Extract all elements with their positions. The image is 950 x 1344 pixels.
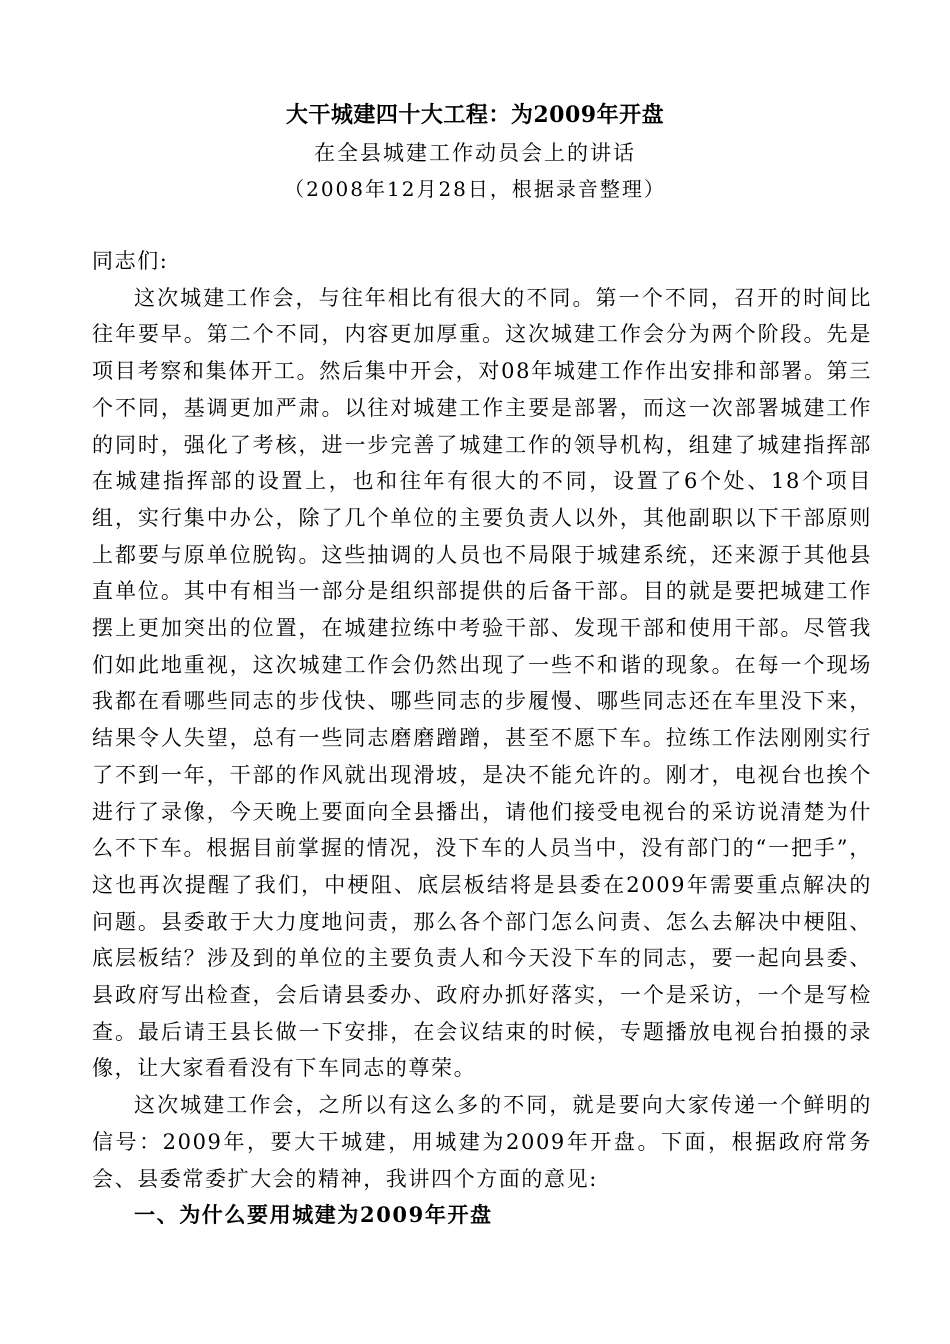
document-title: 大干城建四十大工程：为2009年开盘 xyxy=(285,102,665,128)
paragraph-2: 这次城建工作会，之所以有这么多的不同，就是要向大家传递一个鲜明的信号：2009年，要大干城建，用城建为2009年开盘。下面，根据政府常务会、县委常委扩大会的精神，我讲四个方面的意见: xyxy=(92,1093,872,1191)
paragraph-1: 这次城建工作会，与往年相比有很大的不同。第一个不同，召开的时间比往年要早。第二个不同，内容更加厚重。这次城建工作会分为两个阶段。先是项目考察和集体开工。然后集中开会，对08年城建工作作出安排和部署。第三个不同，基调更加严肃。以往对城建工作主要是部署，而这一次部署城建工作的同时，强化了考核，进一步完善了城建工作的领导机构，组建了城建指挥部在城建指挥部的设置上，也和往年有很大的不同，设置了6个处、18个项目组，实行集中办公，除了几个单位的主要负责人以外，其他副职以下干部原则上都要与原单位脱钩。这些抽调的人员也不局限于城建系统，还来源于其他县直单位。其中有相当一部分是组织部提供的后备干部。目的就是要把城建工作摆上更加突出的位置，在城建拉练中考验干部、发现干部和使用干部。尽管我们如此地重视，这次城建工作会仍然出现了一些不和谐的现象。在每一个现场我都在看哪些同志的步伐快、哪些同志的步履慢、哪些同志还在车里没下来，结果令人失望，总有一些同志磨磨蹭蹭，甚至不愿下车。拉练工作法刚刚实行了不到一年，干部的作风就出现滑坡，是决不能允许的。刚才，电视台也挨个进行了录像，今天晚上要面向全县播出，请他们接受电视台的采访说清楚为什么不下车。根据目前掌握的情况，没下车的人员当中，没有部门的“一把手”，这也再次提醒了我们，中梗阻、底层板结将是县委在2009年需要重点解决的问题。县委敢于大力度地问责，那么各个部门怎么问责、怎么去解决中梗阻、底层板结？涉及到的单位的主要负责人和今天没下车的同志，要一起向县委、县政府写出检查，会后请县委办、政府办抓好落实，一个是采访，一个是写检查。最后请王县长做一下安排，在会议结束的时候，专题播放电视台拍摄的录像，让大家看看没有下车同志的尊荣。 xyxy=(92,285,872,1081)
document-body xyxy=(92,243,872,1234)
salutation: 同志们: xyxy=(92,249,169,273)
section-heading: 一、为什么要用城建为2009年开盘 xyxy=(134,1202,493,1228)
document-subtitle: 在全县城建工作动员会上的讲话 xyxy=(314,141,636,165)
document-dateline: （2008年12月28日，根据录音整理） xyxy=(284,177,666,201)
